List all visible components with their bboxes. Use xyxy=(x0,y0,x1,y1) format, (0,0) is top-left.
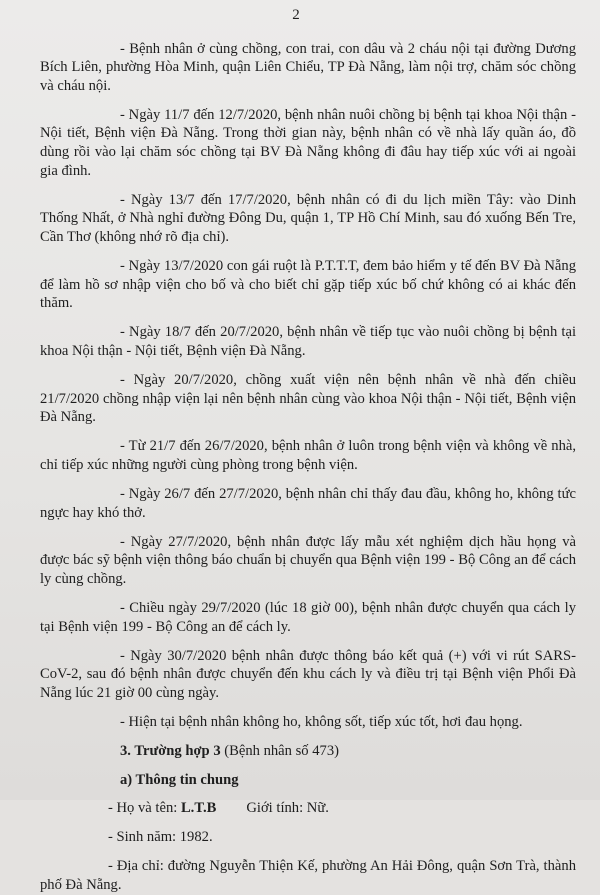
paragraph-jul-20: - Ngày 20/7/2020, chồng xuất viện nên bệnh nhân về nhà đến chiều 21/7/2020 chồng nhập viện lại nên bệnh nhân cùng vào khoa Nội thận - Nội tiết, Bệnh viện Đà Nẵng. xyxy=(40,372,576,426)
general-info-subheading: a) Thông tin chung xyxy=(120,771,239,788)
paragraph-jul-27-test: - Ngày 27/7/2020, bệnh nhân được lấy mẫu xét nghiệm dịch hầu họng và được bác sỹ bệnh viện thông báo chuẩn bị chuyển qua Bệnh viện 199 - Bộ Công an để cách ly cùng chồng. xyxy=(40,533,576,587)
paragraph-jul-30-result: - Ngày 30/7/2020 bệnh nhân được thông báo kết quả (+) với vi rút SARS-CoV-2, sau đó bệnh nhân được chuyển đến khu cách ly và điều trị tại Bệnh viện Phổi Đà Nẵng lúc 21 giờ 00 cùng ngày. xyxy=(40,647,576,701)
case-heading xyxy=(40,742,576,761)
page-number: 2 xyxy=(292,7,300,23)
address-line: - Địa chỉ: đường Nguyễn Thiện Kế, phường An Hải Đông, quận Sơn Trà, thành phố Đà Nẵng. xyxy=(40,858,576,893)
paragraph-jul-18-20: - Ngày 18/7 đến 20/7/2020, bệnh nhân về tiếp tục vào nuôi chồng bị bệnh tại khoa Nội thận - Nội tiết, Bệnh viện Đà Nẵng. xyxy=(40,324,576,359)
gender-label: Giới tính: xyxy=(246,800,307,817)
name-label: - Họ và tên: xyxy=(108,800,181,817)
paragraph-jul-29-transfer: - Chiều ngày 29/7/2020 (lúc 18 giờ 00), bệnh nhân được chuyển qua cách ly tại Bệnh viện 199 - Bộ Công an để cách ly. xyxy=(40,599,576,635)
case-heading-title: 3. Trường hợp 3 xyxy=(120,743,221,759)
case-heading-patient-number: (Bệnh nhân số 473) xyxy=(220,743,339,759)
paragraph-current-status: - Hiện tại bệnh nhân không ho, không sốt, tiếp xúc tốt, hơi đau họng. xyxy=(120,713,523,730)
gender-value: Nữ. xyxy=(306,800,329,817)
paragraph-jul-21-26: - Từ 21/7 đến 26/7/2020, bệnh nhân ở luôn trong bệnh viện và không về nhà, chỉ tiếp xúc những người cùng phòng trong bệnh viện. xyxy=(40,438,576,473)
paragraph-jul-11-12: - Ngày 11/7 đến 12/7/2020, bệnh nhân nuôi chồng bị bệnh tại khoa Nội thận - Nội tiết, Bệnh viện Đà Nẵng. Trong thời gian này, bệnh nhân có về nhà lấy quần áo, đồ dùng rồi vào lại chăm sóc chồng tại BV Đà Nẵng không đi đâu hay tiếp xúc với ai ngoài gia đình. xyxy=(40,106,576,179)
paragraph-jul-13-daughter: - Ngày 13/7/2020 con gái ruột là P.T.T.T, đem bảo hiểm y tế đến BV Đà Nẵng để làm hồ sơ nhập viện cho bố và cho biết chỉ gặp tiếp xúc bố chứ không có ai khác đến thăm. xyxy=(40,258,576,312)
paragraph-living-situation: - Bệnh nhân ở cùng chồng, con trai, con dâu và 2 cháu nội tại đường Dương Bích Liên, phường Hòa Minh, quận Liên Chiểu, TP Đà Nẵng, làm nội trợ, chăm sóc chồng và cháu nội. xyxy=(40,40,576,94)
paragraph-jul-26-27-symptoms: - Ngày 26/7 đến 27/7/2020, bệnh nhân chỉ thấy đau đầu, không ho, không tức ngực hay khó thở. xyxy=(40,485,576,521)
birth-year-line: - Sinh năm: 1982. xyxy=(108,829,213,846)
paragraph-jul-13-17-travel: - Ngày 13/7 đến 17/7/2020, bệnh nhân có đi du lịch miền Tây: vào Dinh Thống Nhất, ở Nhà nghỉ đường Đông Du, quận 1, TP Hồ Chí Minh, sau đó xuống Bến Tre, Cần Thơ (không nhớ rõ địa chỉ). xyxy=(40,191,576,245)
name-gender-line xyxy=(40,799,576,818)
name-value: L.T.B xyxy=(180,800,217,817)
